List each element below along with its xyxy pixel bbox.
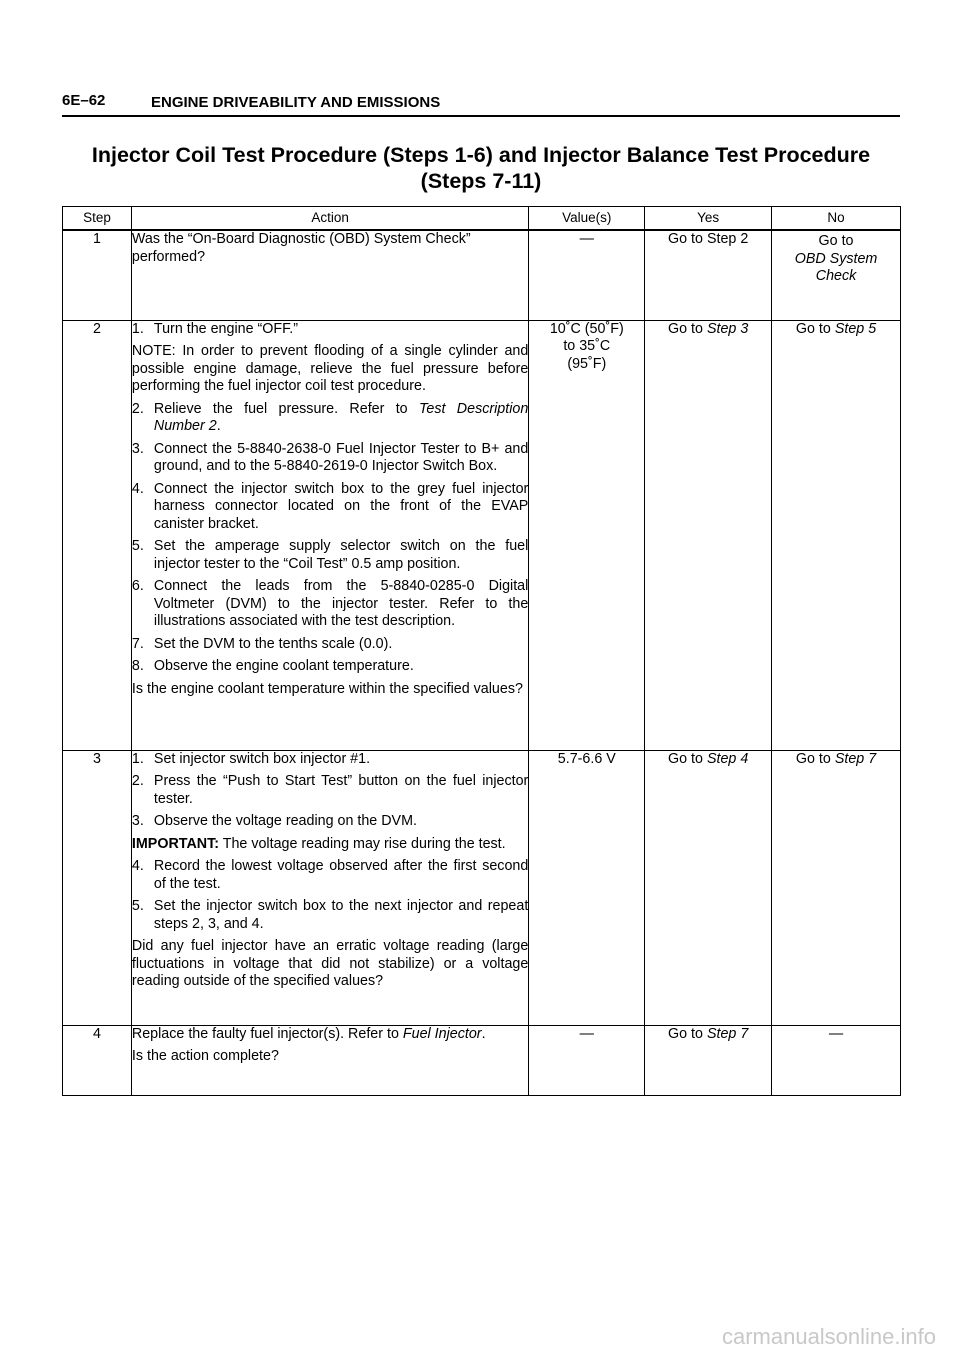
yes-cell[interactable]: Go to Step 4 — [645, 750, 772, 1025]
watermark: carmanualsonline.info — [721, 1324, 936, 1349]
table-row — [63, 1025, 901, 1095]
action-question: Is the action complete? — [131, 1048, 279, 1064]
list-item: 8. Observe the engine coolant temperature. — [131, 658, 414, 674]
step-3-link[interactable]: Step 3 — [706, 320, 749, 337]
step-number: 3 — [63, 750, 132, 1025]
step-4-link[interactable]: Step 4 — [706, 750, 749, 767]
table-header-row — [63, 207, 901, 231]
action-cell — [131, 1025, 528, 1095]
table-row — [63, 320, 901, 750]
step-7-link[interactable]: Step 7 — [706, 1025, 749, 1042]
value-cell: — — [529, 1025, 645, 1095]
action-question: Was the “On-Board Diagnostic (OBD) System Check” performed? — [131, 231, 471, 265]
step-number: 2 — [63, 320, 132, 750]
list-item: 7. Set the DVM to the tenths scale (0.0). — [131, 635, 393, 652]
action-cell — [131, 750, 528, 1025]
test-description-link[interactable]: Test Description Number 2 — [153, 400, 529, 434]
no-cell[interactable]: Go to Step 7 — [772, 750, 901, 1025]
obd-system-check-link[interactable]: OBD System Check — [794, 250, 878, 284]
page-header — [62, 88, 900, 118]
note-text: NOTE: In order to prevent flooding of a single cylinder and possible engine damage, relieve the fuel pressure before performing the fuel injector coil test procedure. — [131, 343, 529, 394]
no-cell[interactable] — [772, 230, 901, 320]
col-header-action: Action — [131, 207, 528, 231]
col-header-values: Value(s) — [529, 207, 645, 231]
action-cell — [131, 230, 528, 320]
step-number: 1 — [63, 230, 132, 320]
step-number: 4 — [63, 1025, 132, 1095]
step-7-link[interactable]: Step 7 — [834, 750, 877, 767]
yes-cell[interactable]: Go to Step 7 — [645, 1025, 772, 1095]
fuel-injector-link[interactable]: Fuel Injector — [402, 1025, 482, 1042]
no-cell: — — [772, 1025, 901, 1095]
col-header-yes: Yes — [645, 207, 772, 231]
section-title: ENGINE DRIVEABILITY AND EMISSIONS — [151, 94, 441, 111]
value-cell: — — [529, 230, 645, 320]
list-item: 2. Relieve the fuel pressure. Refer to Test Description Number 2. — [131, 400, 529, 434]
list-item: 5. Set the amperage supply selector switch on the fuel injector tester to the “Coil Test” 0.5 amp position. — [131, 538, 529, 572]
list-item: 6. Connect the leads from the 5-8840-0285-0 Digital Voltmeter (DVM) to the injector tester. Refer to the illustrations associated with the test description. — [131, 578, 529, 629]
action-text: Replace the faulty fuel injector(s). Refer to Fuel Injector. — [131, 1025, 486, 1042]
header-rule — [62, 115, 900, 117]
table-row — [63, 230, 901, 320]
list-item: 3. Connect the 5-8840-2638-0 Fuel Injector Tester to B+ and ground, and to the 5-8840-2619-0 Injector Switch Box. — [131, 440, 529, 474]
action-question: Is the engine coolant temperature within the specified values? — [131, 680, 523, 697]
value-cell: 10˚C (50˚F) to 35˚C (95˚F) — [529, 320, 645, 750]
list-item: 4. Record the lowest voltage observed after the first second of the test. — [131, 858, 529, 892]
col-header-no: No — [772, 207, 901, 231]
no-prefix: Go to — [818, 233, 854, 249]
no-cell[interactable]: Go to Step 5 — [772, 320, 901, 750]
yes-cell[interactable]: Go to Step 2 — [645, 230, 772, 320]
action-cell — [131, 320, 528, 750]
list-item: 4. Connect the injector switch box to the grey fuel injector harness connector located on the front of the EVAP canister bracket. — [131, 480, 529, 532]
list-item: 5. Set the injector switch box to the next injector and repeat steps 2, 3, and 4. — [131, 898, 529, 932]
list-item: 3. Observe the voltage reading on the DVM. — [131, 813, 417, 829]
yes-cell[interactable]: Go to Step 3 — [645, 320, 772, 750]
diagnostic-table — [62, 206, 901, 1096]
page-title: Injector Coil Test Procedure (Steps 1-6) and Injector Balance Test Procedure (Steps 7-11) — [91, 143, 871, 193]
list-item: 1. Set injector switch box injector #1. — [131, 750, 371, 767]
col-header-step: Step — [63, 207, 132, 231]
page-number: 6E–62 — [62, 92, 106, 109]
action-question: Did any fuel injector have an erratic voltage reading (large fluctuations in voltage that did not stabilize) or a voltage reading outside of the specified values? — [131, 938, 529, 989]
list-item: 2. Press the “Push to Start Test” button on the fuel injector tester. — [131, 773, 529, 807]
list-item: 1. Turn the engine “OFF.” — [131, 320, 298, 337]
table-row — [63, 750, 901, 1025]
step-5-link[interactable]: Step 5 — [834, 320, 877, 337]
important-note: IMPORTANT: The voltage reading may rise during the test. — [131, 835, 506, 852]
value-cell: 5.7-6.6 V — [529, 750, 645, 1025]
